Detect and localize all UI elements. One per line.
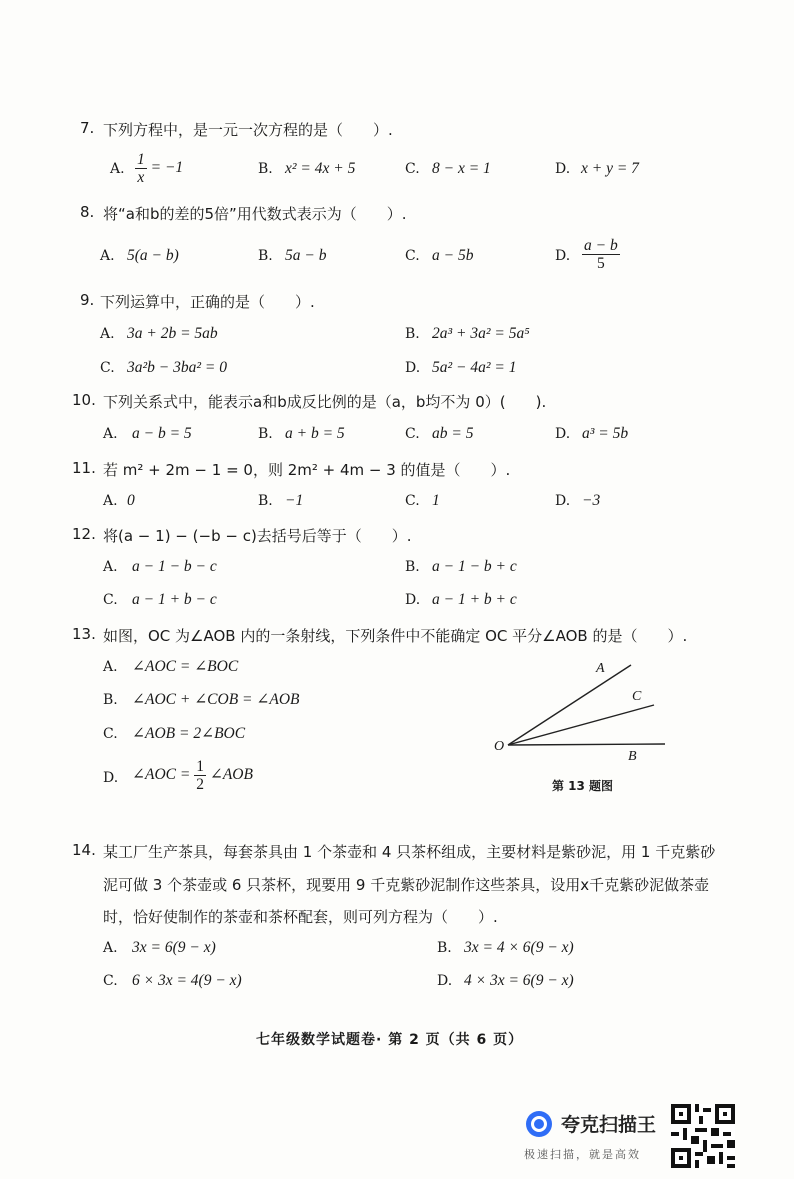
q7-option-c: 8 − x = 1 xyxy=(432,160,491,177)
q11-option-d-label: D. xyxy=(555,493,571,509)
watermark-slogan: 极速扫描，就是高效 xyxy=(524,1148,641,1161)
q8-number: 8. xyxy=(80,203,95,221)
q7-option-c-label: C. xyxy=(405,161,420,177)
q7-option-d: x + y = 7 xyxy=(581,160,639,177)
q14-option-c: 6 × 3x = 4(9 − x) xyxy=(132,972,242,989)
q14-option-d-label: D. xyxy=(437,973,453,989)
q13-stem: 如图，OC 为∠AOB 内的一条射线，下列条件中不能确定 OC 平分∠AOB 的是（ ）. xyxy=(103,627,688,645)
qr-code-icon xyxy=(671,1104,735,1168)
q10-option-d: a³ = 5b xyxy=(582,425,629,442)
q12-option-c-label: C. xyxy=(103,592,118,608)
q8-option-d xyxy=(582,237,620,272)
q12-option-b: a − 1 − b + c xyxy=(432,558,517,575)
q13-option-a: ∠AOC = ∠BOC xyxy=(132,658,239,675)
page-footer: 七年级数学试题卷· 第 2 页（共 6 页） xyxy=(256,1032,524,1048)
q14-option-a: 3x = 6(9 − x) xyxy=(132,939,216,956)
q10-option-a: a − b = 5 xyxy=(132,425,192,442)
q8-stem: 将“a和b的差的5倍”用代数式表示为（ ）. xyxy=(103,205,407,223)
q12-option-a: a − 1 − b − c xyxy=(132,558,217,575)
q11-option-b: −1 xyxy=(285,492,304,509)
q7-option-b-label: B. xyxy=(258,161,273,177)
q14-number: 14. xyxy=(72,841,96,859)
quark-logo-icon xyxy=(524,1109,554,1139)
q10-number: 10. xyxy=(72,391,96,409)
q13-figure xyxy=(488,655,678,765)
q7-stem: 下列方程中，是一元一次方程的是（ ）. xyxy=(103,121,393,139)
q7-a-denominator: x xyxy=(137,169,145,187)
q8-option-b: 5a − b xyxy=(285,247,327,264)
q7-option-a xyxy=(135,151,183,186)
q9-option-b-label: B. xyxy=(405,326,420,342)
q12-option-a-label: A. xyxy=(103,559,118,575)
q9-option-a: 3a + 2b = 5ab xyxy=(127,325,218,342)
q13-label-c: C xyxy=(632,689,642,704)
q13-option-c: ∠AOB = 2∠BOC xyxy=(132,725,246,742)
q9-number: 9. xyxy=(80,291,95,309)
q10-option-b-label: B. xyxy=(258,426,273,442)
ray-ob xyxy=(508,744,665,745)
q8-option-a: 5(a − b) xyxy=(127,247,179,264)
q8-d-numerator: a − b xyxy=(584,237,618,254)
q13-label-o: O xyxy=(494,739,505,754)
q10-stem: 下列关系式中，能表示a和b成反比例的是（a，b均不为 0）( ). xyxy=(103,393,547,411)
q13-option-d xyxy=(132,758,253,793)
q12-number: 12. xyxy=(72,525,96,543)
q8-option-b-label: B. xyxy=(258,248,273,264)
watermark-brand: 夸克扫描王 xyxy=(561,1114,657,1136)
q13-d-denominator: 2 xyxy=(196,776,204,794)
q13-label-a: A xyxy=(596,661,605,676)
q10-option-c-label: C. xyxy=(405,426,420,442)
q11-option-c-label: C. xyxy=(405,493,420,509)
q13-option-d-label: D. xyxy=(103,770,119,786)
q9-option-d-label: D. xyxy=(405,360,421,376)
q9-stem: 下列运算中，正确的是（ ）. xyxy=(100,293,315,311)
q12-option-c: a − 1 + b − c xyxy=(132,591,217,608)
q13-label-b: B xyxy=(628,749,637,764)
q7-option-a-label: A. xyxy=(110,161,125,177)
q9-option-a-label: A. xyxy=(100,326,115,342)
q14-line-3: 时，恰好使制作的茶壶和茶杯配套，则可列方程为（ ）. xyxy=(103,908,498,926)
q8-option-d-label: D. xyxy=(555,248,571,264)
q11-option-d: −3 xyxy=(582,492,601,509)
q8-option-c: a − 5b xyxy=(432,247,474,264)
q11-number: 11. xyxy=(72,459,96,477)
q13-d-numerator: 1 xyxy=(196,758,204,775)
q10-option-d-label: D. xyxy=(555,426,571,442)
q7-option-b: x² = 4x + 5 xyxy=(285,160,356,177)
q10-option-a-label: A. xyxy=(103,426,118,442)
q13-option-c-label: C. xyxy=(103,726,118,742)
q11-stem: 若 m² + 2m − 1 = 0，则 2m² + 4m − 3 的值是（ ）. xyxy=(103,461,511,479)
q10-option-c: ab = 5 xyxy=(432,425,474,442)
q14-option-b-label: B. xyxy=(437,940,452,956)
q13-figure-caption: 第 13 题图 xyxy=(552,779,614,793)
q9-option-c-label: C. xyxy=(100,360,115,376)
q12-stem: 将(a − 1) − (−b − c)去括号后等于（ ）. xyxy=(103,527,412,545)
q14-line-1: 某工厂生产茶具，每套茶具由 1 个茶壶和 4 只茶杯组成，主要材料是紫砂泥，用 1 千克紫砂 xyxy=(103,843,716,861)
q11-option-c: 1 xyxy=(432,492,440,509)
q9-option-d: 5a² − 4a² = 1 xyxy=(432,359,517,376)
q10-option-b: a + b = 5 xyxy=(285,425,345,442)
q13-d-pre: ∠AOC = xyxy=(132,766,191,784)
q14-option-d: 4 × 3x = 6(9 − x) xyxy=(464,972,574,989)
q13-option-b: ∠AOC + ∠COB = ∠AOB xyxy=(132,691,300,708)
q9-option-c: 3a²b − 3ba² = 0 xyxy=(127,359,227,376)
q9-option-b: 2a³ + 3a² = 5a⁵ xyxy=(432,325,530,342)
ray-oc xyxy=(508,705,654,745)
q7-a-rest: = −1 xyxy=(150,159,184,177)
q13-number: 13. xyxy=(72,625,96,643)
q14-option-a-label: A. xyxy=(103,940,118,956)
q14-option-b: 3x = 4 × 6(9 − x) xyxy=(464,939,574,956)
q11-option-a: 0 xyxy=(127,492,135,509)
q11-option-a-label: A. xyxy=(103,493,118,509)
q12-option-d: a − 1 + b + c xyxy=(432,591,517,608)
q13-d-post: ∠AOB xyxy=(209,766,253,784)
q12-option-d-label: D. xyxy=(405,592,421,608)
q7-option-d-label: D. xyxy=(555,161,571,177)
ray-oa xyxy=(508,665,631,745)
q8-d-denominator: 5 xyxy=(596,255,605,273)
q14-option-c-label: C. xyxy=(103,973,118,989)
q7-a-numerator: 1 xyxy=(137,151,145,168)
q13-option-b-label: B. xyxy=(103,692,118,708)
q7-number: 7. xyxy=(80,119,95,137)
q14-line-2: 泥可做 3 个茶壶或 6 只茶杯，现要用 9 千克紫砂泥制作这些茶具，设用x千克紫砂泥做茶壶 xyxy=(103,876,710,894)
q8-option-c-label: C. xyxy=(405,248,420,264)
q11-option-b-label: B. xyxy=(258,493,273,509)
q8-option-a-label: A. xyxy=(100,248,115,264)
q12-option-b-label: B. xyxy=(405,559,420,575)
q13-option-a-label: A. xyxy=(103,659,118,675)
